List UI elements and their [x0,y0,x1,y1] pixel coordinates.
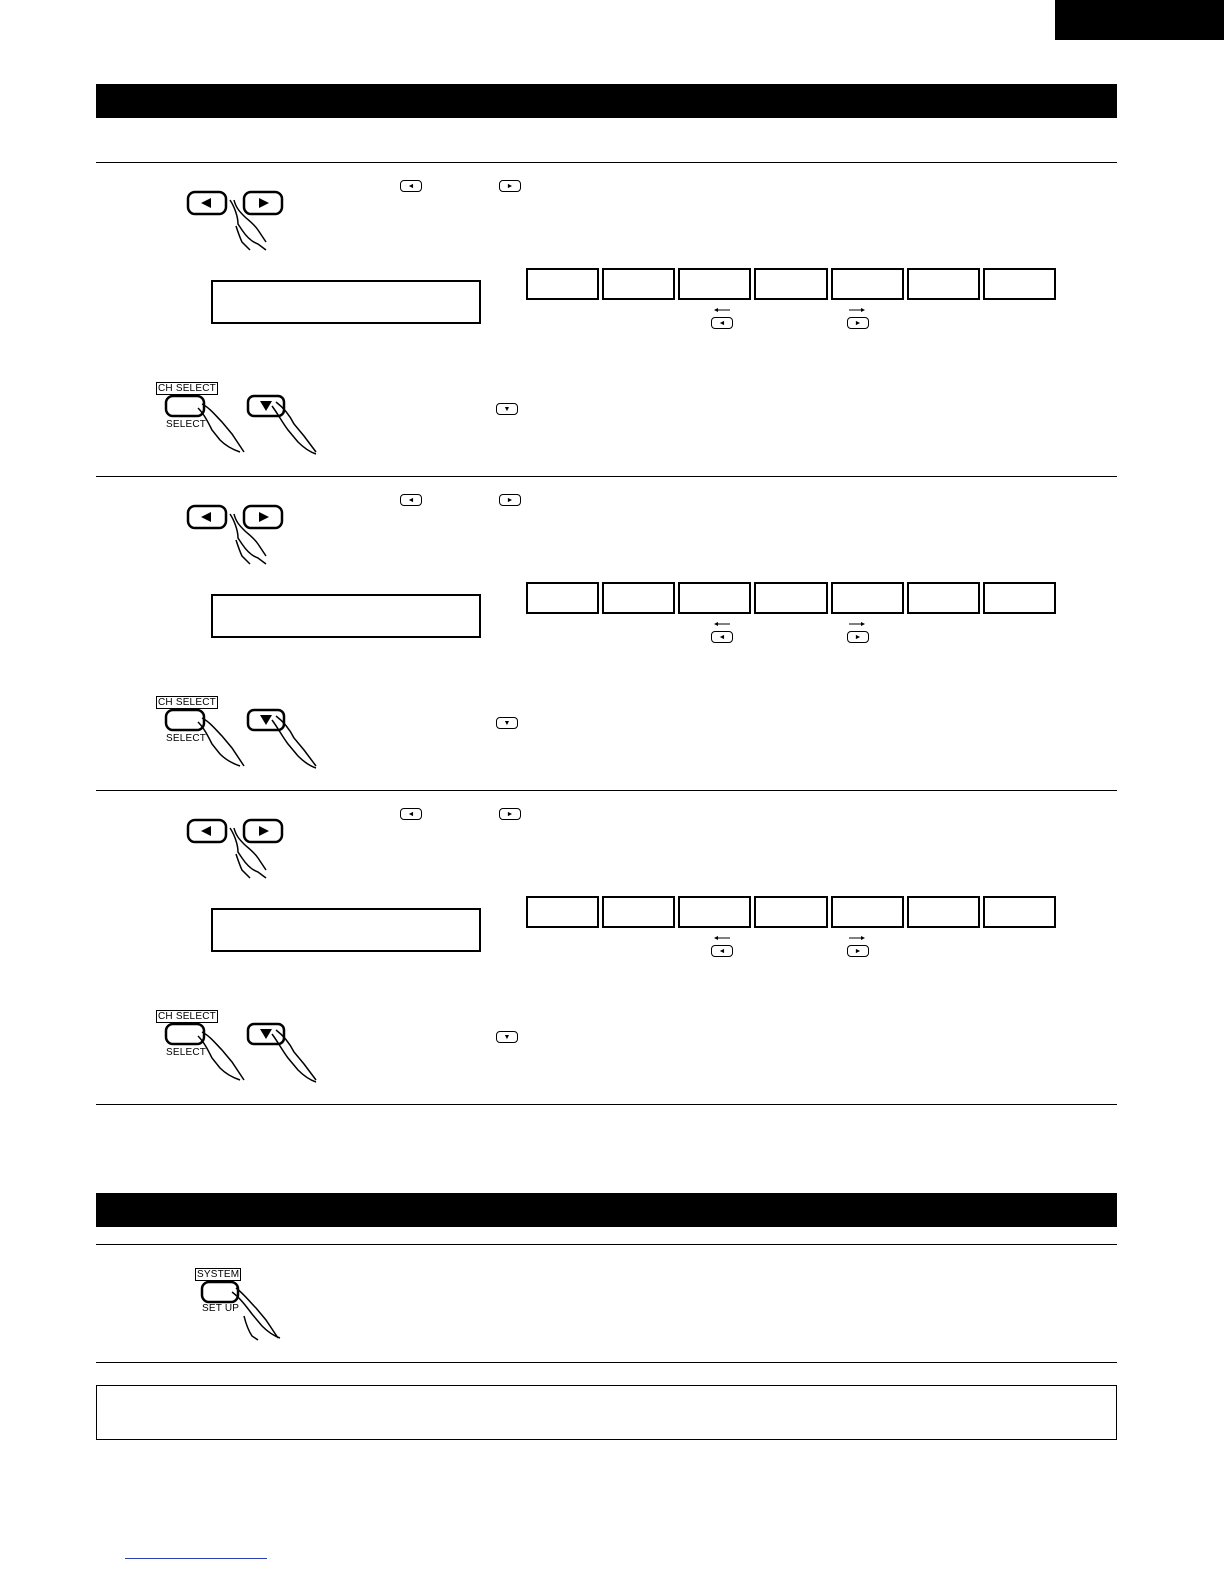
right-direction-arrow-icon [849,935,865,941]
ch-select-label: CH SELECT [158,383,216,394]
right-key-icon: ► [847,317,869,329]
down-key-icon: ▼ [496,717,518,729]
left-key-icon: ◄ [400,180,422,192]
left-key-icon: ◄ [711,945,733,957]
select-label: SELECT [166,419,207,430]
left-direction-arrow-icon [714,307,730,313]
setting-cell [602,896,675,928]
divider [96,476,1117,477]
divider [96,162,1117,163]
setting-cells [526,268,1056,300]
setting-cell [983,896,1056,928]
select-label: SELECT [166,733,207,744]
note-box [96,1385,1117,1440]
ch-select-label: CH SELECT [158,1011,216,1022]
setting-cell [754,582,827,614]
left-key-icon: ◄ [711,631,733,643]
setting-cell [983,582,1056,614]
right-direction-arrow-icon [849,621,865,627]
setting-cell [678,582,751,614]
setting-cell [602,582,675,614]
section-header-bar [96,1193,1117,1227]
left-key-icon: ◄ [400,808,422,820]
down-key-icon: ▼ [496,1031,518,1043]
right-key-icon: ► [847,631,869,643]
setting-cell [678,896,751,928]
left-direction-arrow-icon [714,935,730,941]
system-label: SYSTEM [197,1269,240,1280]
right-key-icon: ► [499,180,521,192]
setting-cell [907,268,980,300]
right-key-icon: ► [499,494,521,506]
setting-cell [754,268,827,300]
setting-cell [983,268,1056,300]
setting-cells [526,582,1056,614]
down-key-icon: ▼ [496,403,518,415]
setting-cell [678,268,751,300]
left-right-keys-illustration [180,814,290,884]
divider [96,1362,1117,1363]
right-key-icon: ► [499,808,521,820]
setting-cell [907,582,980,614]
divider [96,1104,1117,1105]
left-key-icon: ◄ [711,317,733,329]
setup-label: SET UP [202,1303,240,1314]
divider [96,790,1117,791]
setting-cell [602,268,675,300]
setting-cells [526,896,1056,928]
setting-cell [831,268,904,300]
footer-link[interactable] [125,1558,267,1559]
left-direction-arrow-icon [714,621,730,627]
setting-cell [526,582,599,614]
divider [96,1244,1117,1245]
display-panel [211,594,481,638]
display-panel [211,280,481,324]
left-right-keys-illustration [180,500,290,570]
left-key-icon: ◄ [400,494,422,506]
setting-cell [907,896,980,928]
setting-cell [831,582,904,614]
page-number-tab [1055,0,1224,40]
ch-select-label: CH SELECT [158,697,216,708]
left-right-keys-illustration [180,186,290,256]
right-direction-arrow-icon [849,307,865,313]
setting-cell [831,896,904,928]
display-panel [211,908,481,952]
section-header-bar [96,84,1117,118]
setting-cell [754,896,827,928]
setting-cell [526,268,599,300]
select-label: SELECT [166,1047,207,1058]
right-key-icon: ► [847,945,869,957]
setting-cell [526,896,599,928]
